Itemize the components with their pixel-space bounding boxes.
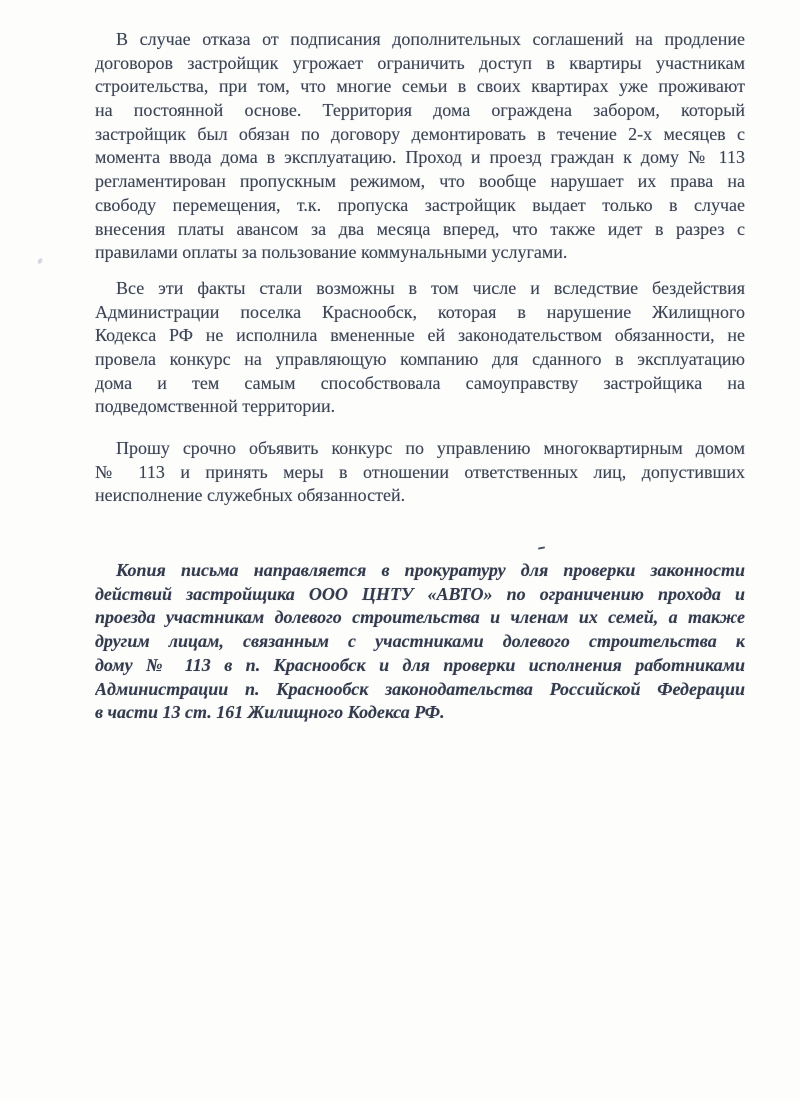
text-line: В случае отказа от подписания дополнительных соглашений на продление <box>116 29 745 49</box>
scan-artifact-faint-speck <box>37 257 43 264</box>
text-line: на постоянной основе. Территория дома ограждена забором, который <box>95 100 745 121</box>
text-line: провела конкурс на управляющую компанию для сданного в эксплуатацию <box>95 348 745 369</box>
text-line: Администрации п. Краснообск законодательства Российской Федерации <box>95 678 745 699</box>
text-line: внесения платы авансом за два месяца вперед, что также идет в разрез с <box>95 218 745 239</box>
letter-body <box>95 28 745 725</box>
text-line: свободу перемещения, т.к. пропуска застройщик выдает только в случае <box>95 194 745 215</box>
text-line: строительства, при том, что многие семьи в своих квартирах уже проживают <box>95 76 745 97</box>
text-line: неисполнение служебных обязанностей. <box>95 485 406 506</box>
text-line: другим лицам, связанным с участниками долевого строительства к <box>95 631 745 652</box>
paragraph-administration-inaction <box>95 277 745 419</box>
paragraph-prosecutor-copy-notice <box>95 559 745 725</box>
text-line: Прошу срочно объявить конкурс по управлению многоквартирным домом <box>116 438 745 458</box>
paragraph-access-restrictions <box>95 28 745 265</box>
text-line: Администрации поселка Краснообск, которая в нарушение Жилищного <box>95 301 745 322</box>
text-line: Кодекса РФ не исполнила вмененные ей законодательством обязанности, не <box>95 325 745 346</box>
text-line: подведомственной территории. <box>95 396 336 417</box>
text-line: № 113 и принять меры в отношении ответственных лиц, допустивших <box>95 461 745 482</box>
text-line: дома и тем самым способствовала самоуправству застройщика на <box>95 372 745 393</box>
text-line: договоров застройщик угрожает ограничить доступ в квартиры участникам <box>95 52 745 73</box>
text-line: в части 13 ст. 161 Жилищного Кодекса РФ. <box>95 702 445 723</box>
text-line: правилами оплаты за пользование коммунальными услугами. <box>95 242 568 263</box>
text-line: проезда участникам долевого строительства и членам их семей, а также <box>95 607 745 628</box>
text-line: действий застройщика ООО ЦНТУ «АВТО» по ограничению прохода и <box>95 583 745 604</box>
text-line: дому № 113 в п. Краснообск и для проверки исполнения работниками <box>95 654 745 675</box>
text-line: Копия письма направляется в прокуратуру для проверки законности <box>116 560 745 581</box>
text-line: застройщик был обязан по договору демонтировать в течение 2-х месяцев с <box>95 123 745 144</box>
paragraph-request <box>95 437 745 508</box>
text-line: момента ввода дома в эксплуатацию. Проход и проезд граждан к дому № 113 <box>95 147 745 168</box>
text-line: Все эти факты стали возможны в том числе и вследствие бездействия <box>116 277 745 298</box>
text-line: регламентирован пропускным режимом, что вообще нарушает их права на <box>95 171 745 192</box>
